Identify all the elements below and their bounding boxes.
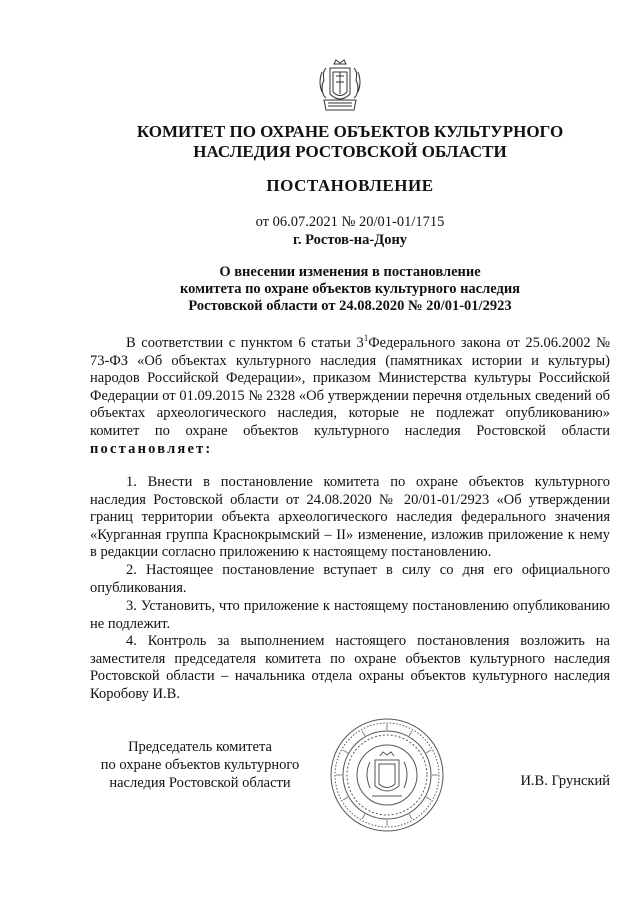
preamble-paragraph [90, 335, 610, 458]
document-city: г. Ростов-на-Дону [292, 232, 408, 248]
signatory-name: И.В. Грунский [520, 773, 610, 789]
list-item: 4. Контроль за выполнением настоящего постановления возложить на заместителя председателя комитета по охране объектов культурного наследия Ростовской области – начальника отдела охраны объектов культурного наследия Коробову И.В. [90, 633, 610, 702]
document-type: ПОСТАНОВЛЕНИЕ [266, 176, 434, 195]
subject-line: О внесении изменения в постановление [219, 264, 481, 280]
resolves-word: постановляет: [90, 440, 213, 457]
organization-name: КОМИТЕТ ПО ОХРАНЕ ОБЪЕКТОВ КУЛЬТУРНОГО [136, 122, 564, 141]
signatory-title-line: по охране объектов культурного [100, 757, 300, 773]
signatory-title-line: наследия Ростовской области [109, 775, 291, 791]
document-date-number: от 06.07.2021 № 20/01-01/1715 [255, 214, 445, 230]
list-item: 3. Установить, что приложение к настоящему постановлению опубликованию не подлежит. [90, 598, 610, 632]
subject-line: комитета по охране объектов культурного наследия [179, 281, 521, 297]
preamble-text: В соответствии с пунктом 6 статьи 3 [126, 335, 364, 351]
signatory-title [90, 738, 310, 792]
official-seal-icon [328, 716, 446, 834]
organization-name-line2: НАСЛЕДИЯ РОСТОВСКОЙ ОБЛАСТИ [193, 142, 507, 161]
subject-line: Ростовской области от 24.08.2020 № 20/01-01/2923 [188, 298, 512, 314]
superscript: 1 [363, 333, 369, 344]
preamble-text: Федерального закона от 25.06.2002 № 73-ФЗ «Об объектах культурного наследия (памятниках истории и культуры) народов Российской Федерации», приказом Министерства культуры Российской Федерации от 01.09.2015 № 2328 «Об утверждении перечня отдельных сведений об объектах археологического наследия, которые не подлежат опубликованию» комитет по охране объектов культурного наследия Ростовской области [90, 335, 610, 439]
list-item: 1. Внести в постановление комитета по охране объектов культурного наследия Ростовской области от 24.08.2020 № 20/01-01/2923 «Об утверждении границ территории объекта археологического наследия федерального значения «Курганная группа Краснокрымский – II» изменение, изложив приложение к нему в редакции согласно приложению к настоящему постановлению. [90, 474, 610, 561]
signatory-title-line: Председатель комитета [128, 739, 272, 755]
document-subject [90, 264, 610, 315]
coat-of-arms-icon [316, 58, 364, 116]
list-item: 2. Настоящее постановление вступает в силу со дня его официального опубликования. [90, 562, 610, 596]
